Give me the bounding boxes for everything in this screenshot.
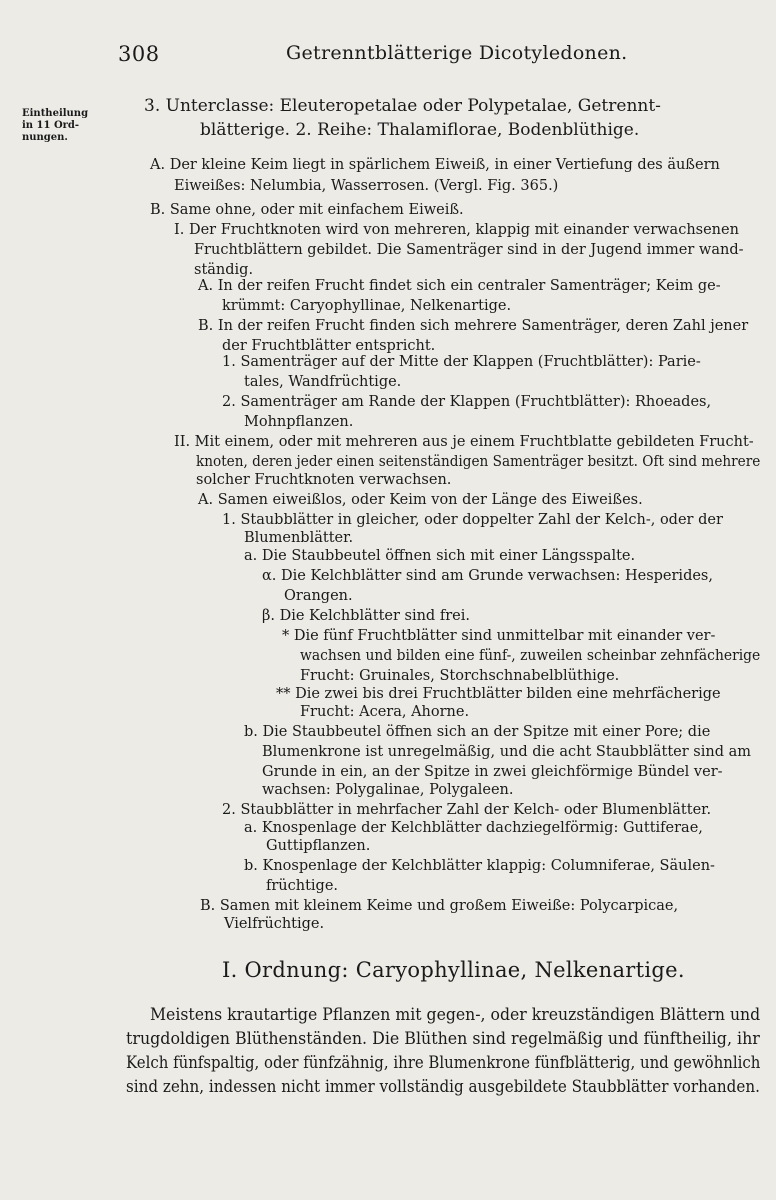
key-line: Blumenkrone ist unregelmäßig, und die acht Staubblätter sind am <box>262 744 751 760</box>
margin-note-line: nungen. <box>22 132 68 143</box>
key-line: 2. Staubblätter in mehrfacher Zahl der Kelch- oder Blumenblätter. <box>222 802 712 818</box>
key-line: B. Samen mit kleinem Keime und großem Eiweiße: Polycarpicae, <box>200 898 679 914</box>
key-line: ** Die zwei bis drei Fruchtblätter bilden eine mehrfächerige <box>276 686 721 702</box>
key-line: Vielfrüchtige. <box>224 916 325 932</box>
key-line: knoten, deren jeder einen seitenständigen Samenträger besitzt. Oft sind mehrere <box>196 454 761 470</box>
key-line: solcher Fruchtknoten verwachsen. <box>196 472 452 488</box>
key-line: 2. Samenträger am Rande der Klappen (Fruchtblätter): Rhoeades, <box>222 394 712 410</box>
key-line: wachsen und bilden eine fünf-, zuweilen scheinbar zehnfächerige <box>300 648 761 664</box>
key-line: ständig. <box>194 262 254 278</box>
key-line: wachsen: Polygalinae, Polygaleen. <box>262 782 514 798</box>
paragraph-line: Meistens krautartige Pflanzen mit gegen-, oder kreuzständigen Blättern und <box>150 1005 761 1024</box>
margin-note <box>22 108 110 144</box>
key-line: Fruchtblättern gebildet. Die Samenträger sind in der Jugend immer wand- <box>194 242 744 258</box>
key-line: b. Knospenlage der Kelchblätter klappig: Columniferae, Säulen- <box>244 858 715 874</box>
key-line: Orangen. <box>284 588 353 604</box>
page-number: 308 <box>118 42 160 66</box>
key-line: 1. Staubblätter in gleicher, oder doppelter Zahl der Kelch-, oder der <box>222 512 723 528</box>
subclass-heading-line: 3. Unterclasse: Eleuteropetalae oder Polypetalae, Getrennt- <box>144 96 661 116</box>
key-line: Grunde in ein, an der Spitze in zwei gleichförmige Bündel ver- <box>262 764 723 780</box>
key-line: Frucht: Gruinales, Storchschnabelblüthige. <box>300 668 620 684</box>
paragraph-line: Kelch fünfspaltig, oder fünfzähnig, ihre Blumenkrone fünfblätterig, und gewöhnlich <box>126 1053 761 1072</box>
key-line: B. In der reifen Frucht finden sich mehrere Samenträger, deren Zahl jener <box>198 318 749 334</box>
key-line: b. Die Staubbeutel öffnen sich an der Spitze mit einer Pore; die <box>244 724 711 740</box>
key-line: Blumenblätter. <box>244 530 354 546</box>
running-title: Getrenntblätterige Dicotyledonen. <box>286 42 628 64</box>
key-line: A. In der reifen Frucht findet sich ein centraler Samenträger; Keim ge- <box>198 278 721 294</box>
key-line: B. Same ohne, oder mit einfachem Eiweiß. <box>150 202 464 218</box>
key-line: 1. Samenträger auf der Mitte der Klappen (Fruchtblätter): Parie- <box>222 354 701 370</box>
key-line: a. Knospenlage der Kelchblätter dachziegelförmig: Guttiferae, <box>244 820 703 836</box>
key-line: II. Mit einem, oder mit mehreren aus je einem Fruchtblatte gebildeten Frucht- <box>174 434 754 450</box>
key-line: krümmt: Caryophyllinae, Nelkenartige. <box>222 298 512 314</box>
key-line: früchtige. <box>266 878 339 894</box>
margin-note-line: Eintheilung <box>22 108 89 119</box>
key-line: a. Die Staubbeutel öffnen sich mit einer Längsspalte. <box>244 548 636 564</box>
key-line: Mohnpflanzen. <box>244 414 354 430</box>
key-line: I. Der Fruchtknoten wird von mehreren, klappig mit einander verwachsenen <box>174 222 739 238</box>
paragraph-line: trugdoldigen Blüthenständen. Die Blüthen sind regelmäßig und fünftheilig, ihr <box>126 1029 760 1048</box>
key-line: A. Samen eiweißlos, oder Keim von der Länge des Eiweißes. <box>198 492 643 508</box>
key-line: * Die fünf Fruchtblätter sind unmittelbar mit einander ver- <box>282 628 716 644</box>
key-line: β. Die Kelchblätter sind frei. <box>262 608 470 624</box>
key-line: der Fruchtblätter entspricht. <box>222 338 436 354</box>
order-heading: I. Ordnung: Caryophyllinae, Nelkenartige. <box>222 958 685 982</box>
paragraph-line: sind zehn, indessen nicht immer vollständig ausgebildete Staubblätter vorhanden. <box>126 1077 760 1096</box>
margin-note-line: in 11 Ord- <box>22 120 80 131</box>
key-line: Frucht: Acera, Ahorne. <box>300 704 470 720</box>
subclass-heading-line: blätterige. 2. Reihe: Thalamiflorae, Bodenblüthige. <box>200 120 640 140</box>
key-line: A. Der kleine Keim liegt in spärlichem Eiweiß, in einer Vertiefung des äußern <box>150 157 720 173</box>
key-line: α. Die Kelchblätter sind am Grunde verwachsen: Hesperides, <box>262 568 713 584</box>
key-line: Guttipflanzen. <box>266 838 371 854</box>
page-header <box>0 42 776 72</box>
key-line: tales, Wandfrüchtige. <box>244 374 402 390</box>
key-line: Eiweißes: Nelumbia, Wasserrosen. (Vergl. Fig. 365.) <box>174 178 559 194</box>
